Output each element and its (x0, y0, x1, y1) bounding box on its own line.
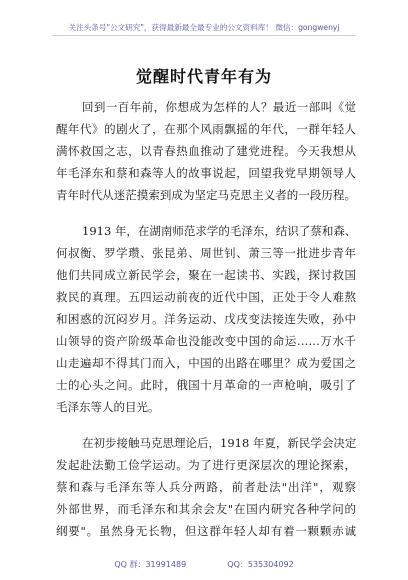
text-line: 醒年代》的剧火了，在那个风雨飘摇的年代，一群年轻人 (56, 122, 356, 136)
text-line: 和困惑的沉闷岁月。洋务运动、戊戌变法接连失败，孙中 (56, 312, 356, 326)
footer-qq: QQ：535304092 (227, 560, 294, 569)
text-line: 他们共同成立新民学会，聚在一起读书、实践，探讨救国 (56, 268, 356, 282)
paragraph-3 (56, 432, 356, 542)
text-line: 在初步接触马克思理论后，1918 年夏，新民学会决定 (82, 436, 356, 450)
text-line: 回到一百年前，你想成为怎样的人？最近一部叫《觉 (82, 100, 356, 114)
document-title: 觉醒时代青年有为 (135, 67, 272, 86)
text-line: 救民的真理。五四运动前夜的近代中国，正处于令人难熬 (56, 290, 356, 304)
document-body (56, 96, 356, 556)
footer-qq-group: QQ 群：31991489 (114, 560, 187, 569)
paragraph-1 (56, 96, 356, 206)
text-line: 外部世界，而毛泽东和其余会友"在国内研究各种学问的 (56, 502, 356, 516)
header-divider (52, 35, 356, 36)
header-note: 关注头条号"公文研究"，获得最新最全最专业的公文资料库！ 微信：gongwenyj (68, 23, 340, 32)
text-line: 毛泽东等人的目光。 (56, 400, 160, 414)
text-line: 蔡和森与毛泽东等人兵分两路，前者赴法"出洋"，观察 (56, 480, 356, 494)
paragraph-2 (56, 220, 356, 418)
text-line: 山领导的资产阶级革命也没能改变中国的命运……万水千 (56, 334, 356, 348)
text-line: 年毛泽东和蔡和森等人的故事说起，回望我党早期领导人 (56, 166, 356, 180)
text-line: 1913 年，在湖南师范求学的毛泽东，结识了蔡和森、 (82, 224, 356, 238)
text-line: 纲要"。虽然身无长物，但这群年轻人却有着一颗颗赤诚 (56, 524, 356, 538)
text-line: 何叔衡、罗学瓒、张昆弟、周世钊、萧三等一批进步青年 (56, 246, 356, 260)
text-line: 士的心头之问。此时，俄国十月革命的一声枪响，吸引了 (56, 378, 356, 392)
text-line: 青年时代从迷茫摸索到成为坚定马克思主义者的一段历程。 (56, 188, 356, 202)
footer-contact (0, 559, 408, 570)
text-line: 满怀救国之志，以青春热血推动了建党进程。今天我想从 (56, 144, 356, 158)
text-line: 发起赴法勤工俭学运动。为了进行更深层次的理论探索， (56, 458, 356, 472)
text-line: 山走遍却不得其门而入，中国的出路在哪里？成为爱国之 (56, 356, 356, 370)
